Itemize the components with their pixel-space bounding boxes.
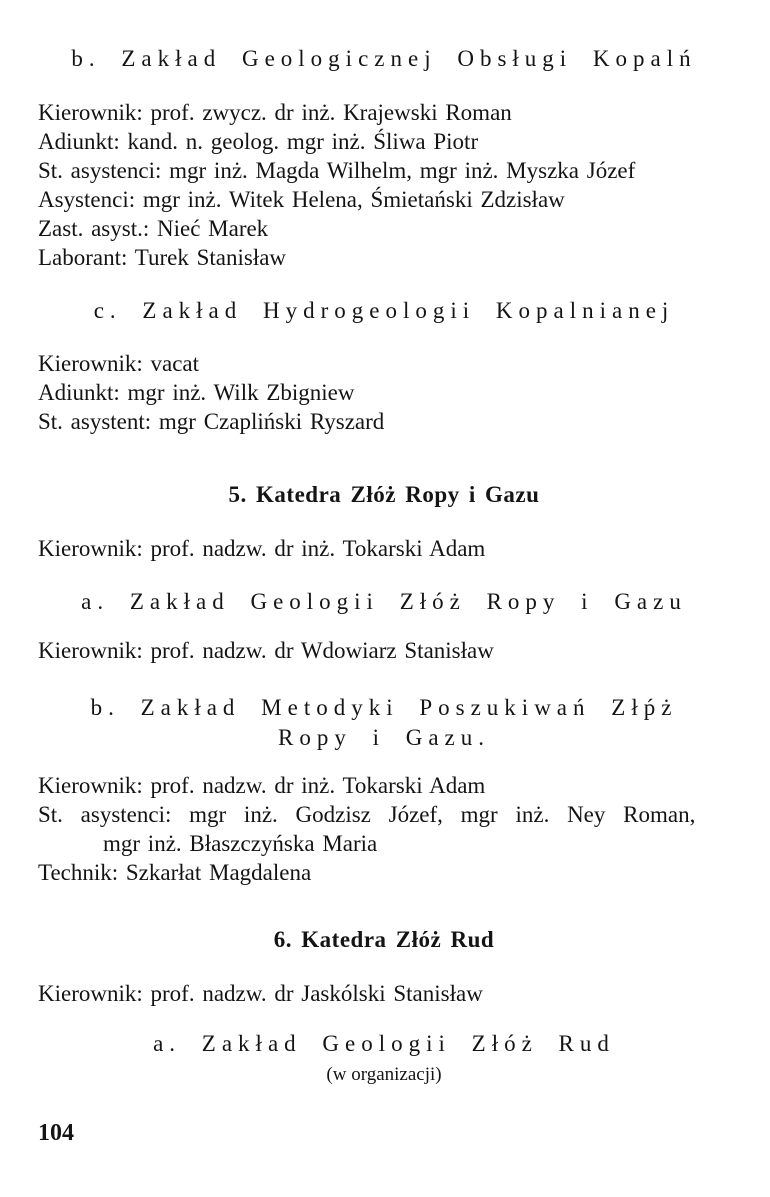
- staff-line-adiunkt: Adiunkt: mgr inż. Wilk Zbigniew: [38, 380, 355, 405]
- staff-list-obslugi-kopaln: [38, 98, 730, 272]
- heading-katedra-zloz-ropy-i-gazu: 5. Katedra Złóż Ropy i Gazu: [228, 482, 540, 507]
- heading-line-2: Ropy i Gazu.: [277, 725, 490, 750]
- staff-line-technik: Technik: Szkarłat Magdalena: [38, 860, 312, 885]
- heading-line-1: b. Zakład Metodyki Poszukiwań Złṕż: [90, 695, 678, 720]
- heading-zaklad-geologicznej-obslugi-kopaln: b. Zakład Geologicznej Obsługi Kopalń: [71, 46, 697, 71]
- staff-list-katedra-5: [38, 534, 730, 563]
- staff-line-st-asystenci: St. asystenci: mgr inż. Godzisz Józef, mgr inż. Ney Roman,: [38, 802, 696, 827]
- staff-list-hydrogeologii: [38, 349, 730, 436]
- staff-line-st-asystenci-continued: mgr inż. Błaszczyńska Maria: [103, 831, 378, 856]
- note-w-organizacji: (w organizacji): [326, 1064, 442, 1085]
- staff-line-kierownik: Kierownik: prof. nadzw. dr inż. Tokarski Adam: [38, 773, 486, 798]
- page-number: 104: [38, 1120, 74, 1146]
- staff-list-katedra-6: [38, 979, 730, 1008]
- staff-line-kierownik: Kierownik: prof. zwycz. dr inż. Krajewski Roman: [38, 100, 512, 125]
- staff-list-zaklad-5a: [38, 636, 730, 665]
- staff-line-kierownik: Kierownik: prof. nadzw. dr inż. Tokarski Adam: [38, 536, 486, 561]
- heading-zaklad-geologii-zloz-ropy-i-gazu: a. Zakład Geologii Złóż Ropy i Gazu: [81, 589, 687, 614]
- heading-zaklad-geologii-zloz-rud: a. Zakład Geologii Złóż Rud: [153, 1031, 615, 1056]
- staff-line-st-asystent: St. asystent: mgr Czapliński Ryszard: [38, 409, 385, 434]
- staff-line-adiunkt: Adiunkt: kand. n. geolog. mgr inż. Śliwa Piotr: [38, 129, 479, 154]
- heading-katedra-zloz-rud: 6. Katedra Złóż Rud: [273, 927, 495, 952]
- heading-zaklad-hydrogeologii-kopalnianej: c. Zakład Hydrogeologii Kopalnianej: [93, 298, 675, 323]
- staff-line-kierownik: Kierownik: prof. nadzw. dr Wdowiarz Stanisław: [38, 638, 494, 663]
- staff-line-st-asystenci: St. asystenci: mgr inż. Magda Wilhelm, mgr inż. Myszka Józef: [38, 158, 636, 183]
- staff-line-kierownik: Kierownik: prof. nadzw. dr Jaskólski Stanisław: [38, 981, 483, 1006]
- staff-line-asystenci: Asystenci: mgr inż. Witek Helena, Śmietański Zdzisław: [38, 187, 565, 212]
- staff-line-kierownik: Kierownik: vacat: [38, 351, 200, 376]
- staff-list-zaklad-5b: [38, 771, 730, 887]
- staff-line-laborant: Laborant: Turek Stanisław: [38, 245, 287, 270]
- staff-line-zast-asyst: Zast. asyst.: Nieć Marek: [38, 216, 269, 241]
- heading-zaklad-metodyki-poszukiwan: [38, 693, 730, 753]
